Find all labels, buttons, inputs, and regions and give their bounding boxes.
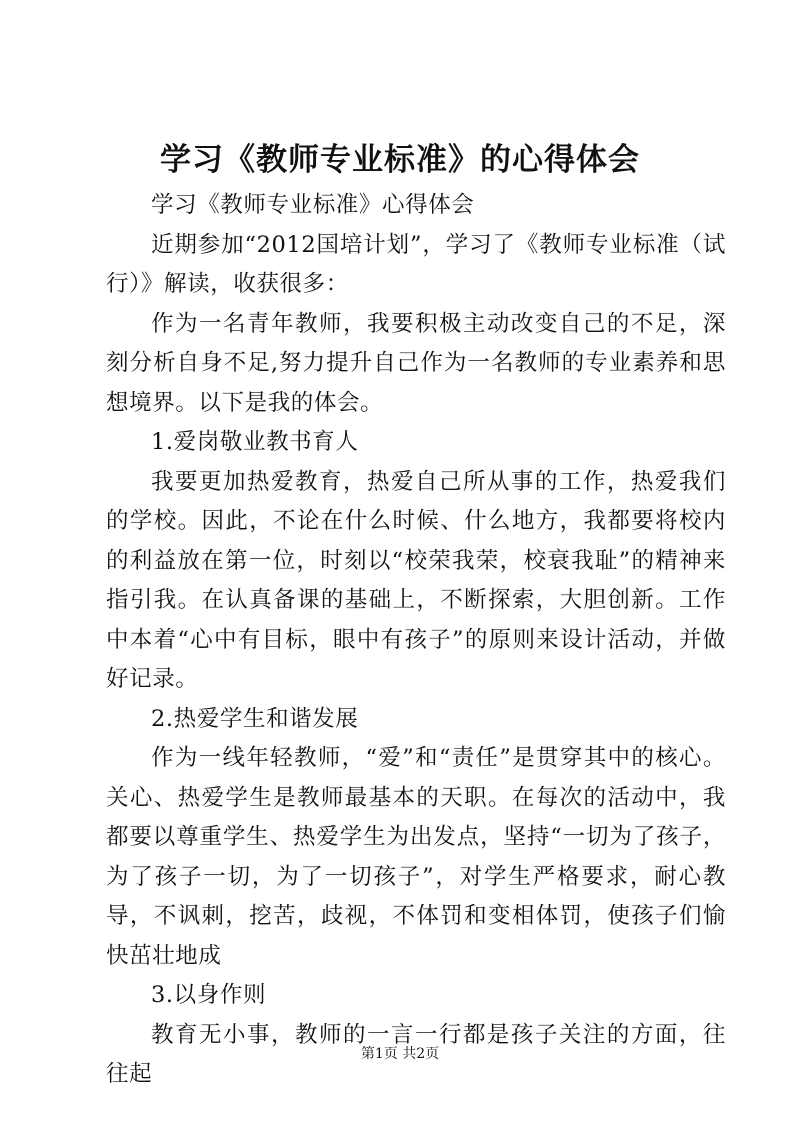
paragraph-section-2: 作为一线年轻教师，“爱”和“责任”是贯穿其中的核心。关心、热爱学生是教师最基本的天职。在每次的活动中，我都要以尊重学生、热爱学生为出发点，坚持“一切为了孩子，为了孩子一切，为了一切孩子”，对学生严格要求，耐心教导，不讽刺，挖苦，歧视，不体罚和变相体罚，使孩子们愉快茁壮地成 xyxy=(106,745,726,969)
paragraph-intro: 近期参加“2012国培计划”，学习了《教师专业标准（试行）》解读，收获很多： xyxy=(106,231,726,297)
section-heading-3: 3.以身作则 xyxy=(151,982,267,1008)
document-body xyxy=(106,186,726,1095)
document-title: 学习《教师专业标准》的心得体会 xyxy=(160,142,640,178)
paragraph-reflection: 作为一名青年教师，我要积极主动改变自己的不足，深刻分析自身不足,努力提升自己作为一名教师的专业素养和思想境界。以下是我的体会。 xyxy=(106,310,726,416)
paragraph-subtitle: 学习《教师专业标准》心得体会 xyxy=(151,192,475,218)
paragraph-section-3: 教育无小事，教师的一言一行都是孩子关注的方面，往往起 xyxy=(106,1021,726,1087)
paragraph-section-1: 我要更加热爱教育，热爱自己所从事的工作，热爱我们的学校。因此，不论在什么时候、什么地方，我都要将校内的利益放在第一位，时刻以“校荣我荣，校衰我耻”的精神来指引我。在认真备课的基础上，不断探索，大胆创新。工作中本着“心中有目标，眼中有孩子”的原则来设计活动，并做好记录。 xyxy=(106,468,726,692)
page-number-footer: 第1页 共2页 xyxy=(360,1046,440,1062)
section-heading-1: 1.爱岗敬业教书育人 xyxy=(151,429,359,455)
section-heading-2: 2.热爱学生和谐发展 xyxy=(151,705,359,732)
